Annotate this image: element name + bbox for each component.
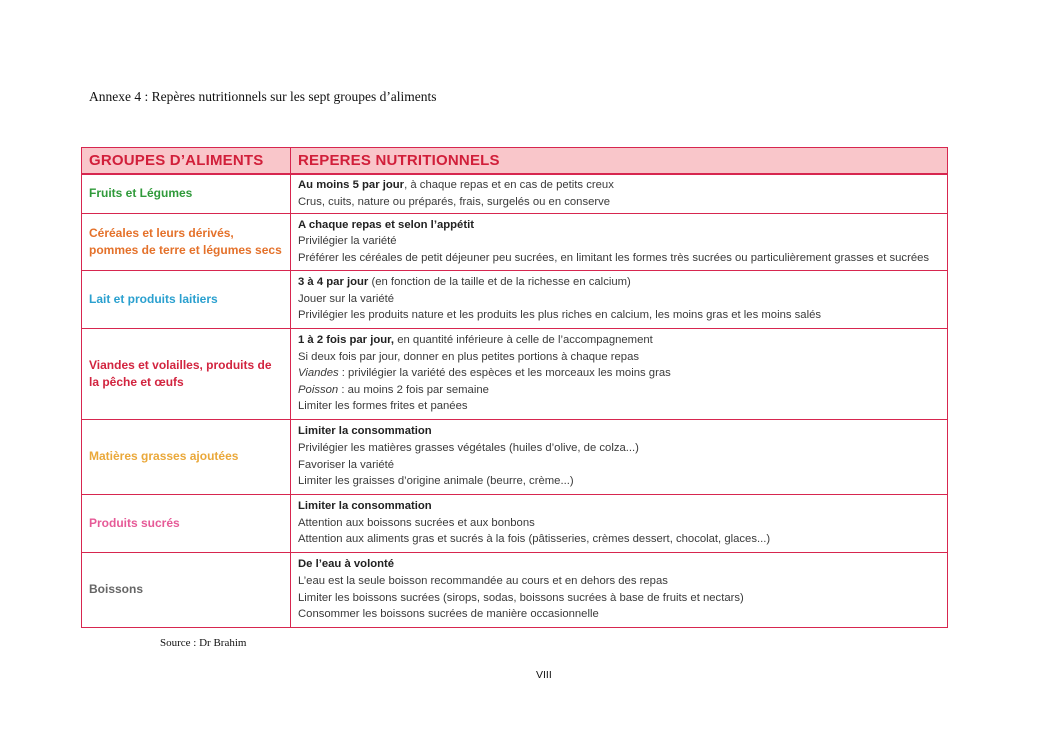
table-row xyxy=(82,270,948,328)
group-lait: Lait et produits laitiers xyxy=(82,270,291,328)
reperes-em: Poisson xyxy=(298,383,339,396)
reperes-text: , à chaque repas et en cas de petits creux xyxy=(404,179,614,192)
group-viandes: Viandes et volailles, produits de la pêche et œufs xyxy=(82,328,291,419)
page-number: VIII xyxy=(536,669,552,681)
header-reperes: REPERES NUTRITIONNELS xyxy=(291,148,948,175)
reperes-cell xyxy=(291,552,948,627)
reperes-cell xyxy=(291,213,948,270)
reperes-headline: Au moins 5 par jour xyxy=(298,179,405,192)
reperes-text: (en fonction de la taille et de la richesse en calcium) xyxy=(368,276,631,289)
table-row xyxy=(82,328,948,419)
reperes-line: Favoriser la variété xyxy=(298,458,395,471)
reperes-text: : au moins 2 fois par semaine xyxy=(338,383,489,396)
group-produits-sucres: Produits sucrés xyxy=(82,494,291,552)
reperes-line: Consommer les boissons sucrées de manière occasionnelle xyxy=(298,608,599,621)
reperes-em: Viandes xyxy=(298,367,339,380)
reperes-line: Privilégier les matières grasses végétales (huiles d’olive, de colza...) xyxy=(298,441,639,454)
table-row xyxy=(82,419,948,494)
table-row xyxy=(82,494,948,552)
table-row xyxy=(82,552,948,627)
table-header-row xyxy=(82,148,948,175)
reperes-headline: De l’eau à volonté xyxy=(298,558,395,571)
reperes-headline: Limiter la consommation xyxy=(298,425,432,438)
reperes-line: Limiter les boissons sucrées (sirops, sodas, boissons sucrées à base de fruits et nectars) xyxy=(298,591,744,604)
group-cereales: Céréales et leurs dérivés, pommes de terre et légumes secs xyxy=(82,213,291,270)
reperes-line: Préférer les céréales de petit déjeuner peu sucrées, en limitant les formes très sucrées ou particulièrement grasses et sucrées xyxy=(298,251,930,264)
reperes-line: Limiter les formes frites et panées xyxy=(298,400,468,413)
page-title: Annexe 4 : Repères nutritionnels sur les sept groupes d’aliments xyxy=(89,89,437,104)
reperes-cell xyxy=(291,494,948,552)
reperes-line: Limiter les graisses d’origine animale (beurre, crème...) xyxy=(298,475,574,488)
reperes-cell xyxy=(291,419,948,494)
reperes-line: Privilégier la variété xyxy=(298,235,397,248)
group-matieres-grasses: Matières grasses ajoutées xyxy=(82,419,291,494)
reperes-cell xyxy=(291,328,948,419)
reperes-text: en quantité inférieure à celle de l’accompagnement xyxy=(394,334,653,347)
reperes-line: Privilégier les produits nature et les produits les plus riches en calcium, les moins gras et les moins salés xyxy=(298,309,822,322)
reperes-line: Attention aux boissons sucrées et aux bonbons xyxy=(298,516,535,529)
header-groups: GROUPES D’ALIMENTS xyxy=(82,148,291,175)
table-row xyxy=(82,213,948,270)
reperes-cell xyxy=(291,270,948,328)
reperes-headline: 1 à 2 fois par jour, xyxy=(298,334,395,347)
reperes-cell xyxy=(291,174,948,213)
reperes-headline: 3 à 4 par jour xyxy=(298,276,369,289)
group-boissons: Boissons xyxy=(82,552,291,627)
group-fruits-legumes: Fruits et Légumes xyxy=(82,174,291,213)
table-row xyxy=(82,174,948,213)
reperes-headline: Limiter la consommation xyxy=(298,500,432,513)
reperes-headline: A chaque repas et selon l’appétit xyxy=(298,218,474,231)
reperes-line: Jouer sur la variété xyxy=(298,292,395,305)
reperes-line: L’eau est la seule boisson recommandée au cours et en dehors des repas xyxy=(298,574,668,587)
reperes-text: : privilégier la variété des espèces et les morceaux les moins gras xyxy=(338,367,671,380)
nutrition-table xyxy=(81,147,948,628)
reperes-line: Si deux fois par jour, donner en plus petites portions à chaque repas xyxy=(298,350,640,363)
source-note: Source : Dr Brahim xyxy=(160,637,247,649)
reperes-line: Attention aux aliments gras et sucrés à la fois (pâtisseries, crèmes dessert, chocolat, glaces...) xyxy=(298,533,771,546)
reperes-line: Crus, cuits, nature ou préparés, frais, surgelés ou en conserve xyxy=(298,195,611,208)
